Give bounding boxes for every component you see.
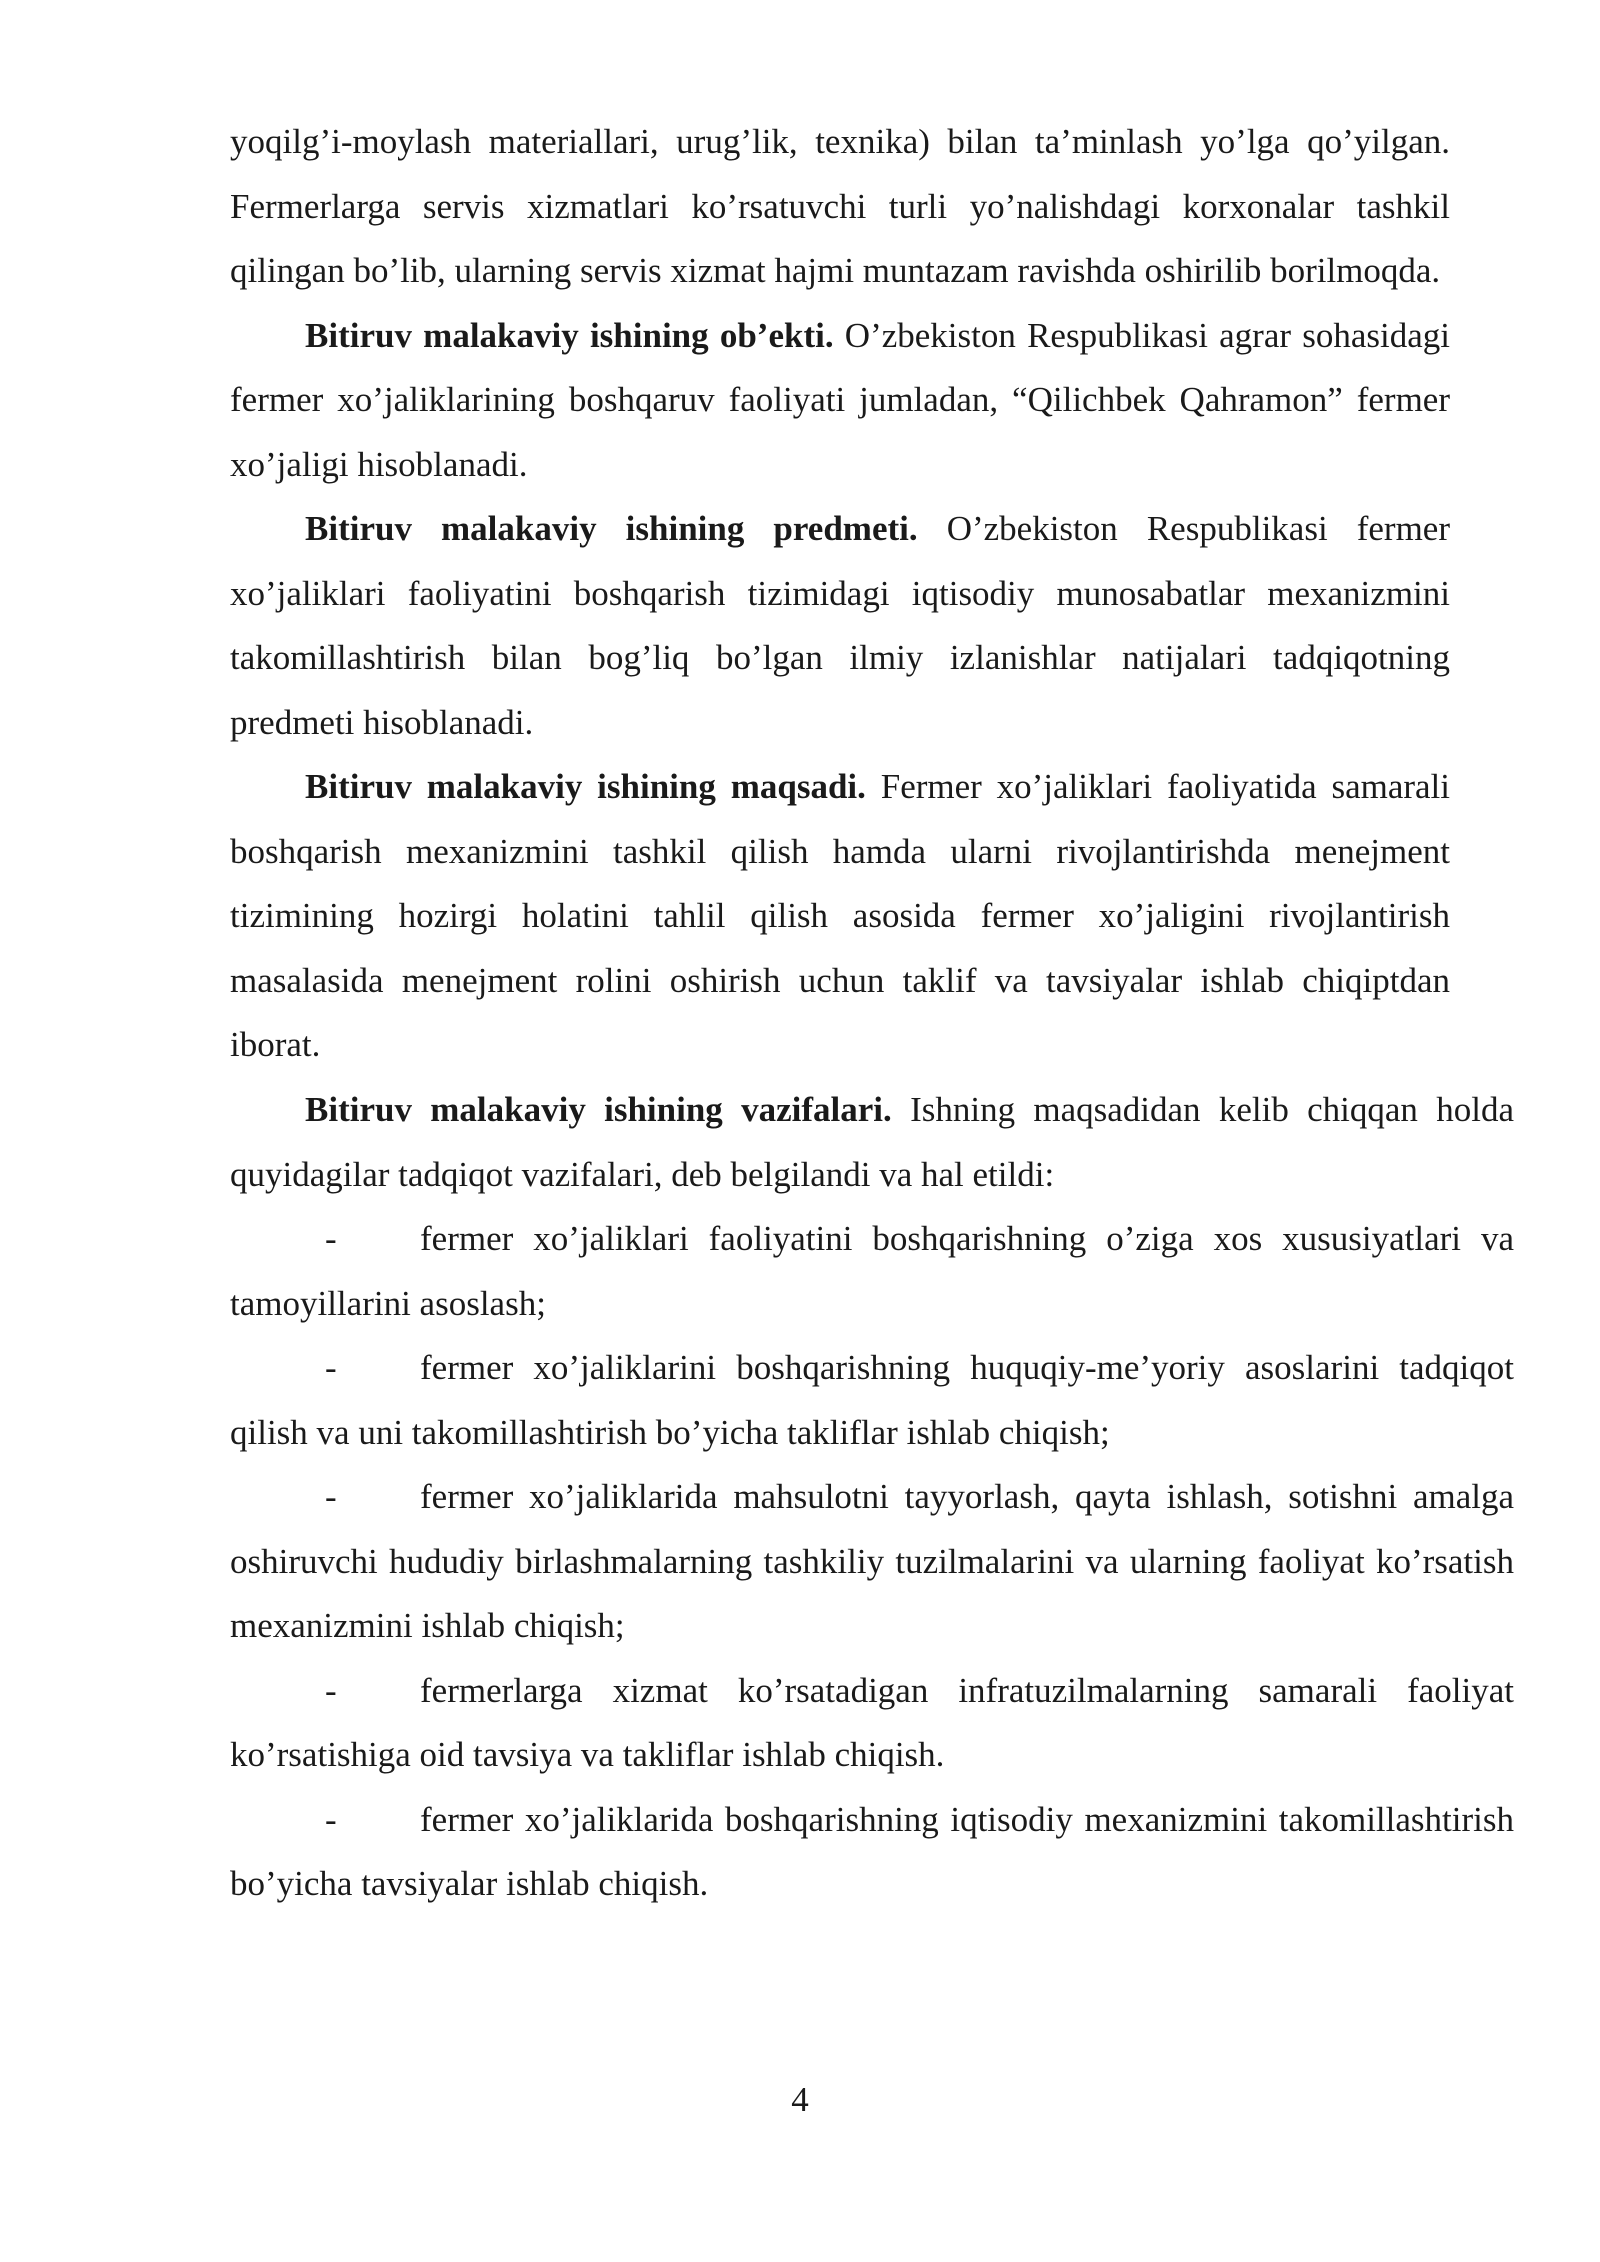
object-text: O’zbekiston Respublikasi agrar sohasidagi fermer xo’jaliklarining boshqaruv faoliyati jumladan, “Qilichbek Qahramon” fermer xo’jaligi hisoblanadi. <box>230 315 1450 484</box>
subject-text: O’zbekiston Respublikasi fermer xo’jaliklari faoliyatini boshqarish tizimidagi iqtisodiy munosabatlar mexanizmini takomillashtirish bilan bog’liq bo’lgan ilmiy izlanishlar natijalari tadqiqotning predmeti hisoblanadi. <box>230 509 1450 742</box>
tasks-text: Ishning maqsadidan kelib chiqqan holda quyidagilar tadqiqot vazifalari, deb belgilandi va hal etildi: <box>230 1090 1514 1194</box>
task-list-item <box>230 1788 1514 1917</box>
goal-text: Fermer xo’jaliklari faoliyatida samarali boshqarish mexanizmini tashkil qilish hamda ularni rivojlantirishda menejment tizimining hozirgi holatini tahlil qilish asosida fermer xo’jaligini rivojlantirish masalasida menejment rolini oshirish uchun taklif va tavsiyalar ishlab chiqiptdan iborat. <box>230 767 1450 1064</box>
task-item-text: fermer xo’jaliklarida mahsulotni tayyorlash, qayta ishlash, sotishni amalga oshiruvchi hududiy birlashmalarning tashkiliy tuzilmalarini va ularning faoliyat ko’rsatish mexanizmini ishlab chiqish; <box>230 1477 1514 1645</box>
task-list-item <box>230 1336 1514 1465</box>
goal-paragraph <box>230 755 1450 1078</box>
task-item-text: fermer xo’jaliklarini boshqarishning huquqiy-me’yoriy asoslarini tadqiqot qilish va uni takomillashtirish bo’yicha takliflar ishlab chiqish; <box>230 1348 1514 1452</box>
tasks-paragraph <box>230 1078 1514 1207</box>
list-bullet: - <box>325 1670 337 1710</box>
subject-heading: Bitiruv malakaviy ishining predmeti. <box>305 509 918 548</box>
body-text-wide <box>230 1078 1514 1917</box>
list-bullet: - <box>325 1477 337 1516</box>
task-item-text: fermerlarga xizmat ko’rsatadigan infratuzilmalarning samarali faoliyat ko’rsatishiga oid tavsiya va takliflar ishlab chiqish. <box>230 1670 1514 1774</box>
tasks-heading: Bitiruv malakaviy ishining vazifalari. <box>305 1090 892 1129</box>
object-heading: Bitiruv malakaviy ishining ob’ekti. <box>305 315 834 355</box>
intro-paragraph: yoqilg’i-moylash materiallari, urug’lik, texnika) bilan ta’minlash yo’lga qo’yilgan. Fermerlarga servis xizmatlari ko’rsatuvchi turli yo’nalishdagi korxonalar tashkil qilingan bo’lib, ularning servis xizmat hajmi muntazam ravishda oshirilib borilmoqda. <box>230 122 1450 290</box>
task-list-item <box>230 1207 1514 1336</box>
list-bullet: - <box>325 1219 337 1258</box>
task-item-text: fermer xo’jaliklarida boshqarishning iqtisodiy mexanizmini takomillashtirish bo’yicha tavsiyalar ishlab chiqish. <box>230 1799 1514 1903</box>
list-bullet: - <box>325 1348 337 1387</box>
object-paragraph <box>230 304 1450 498</box>
task-list-item <box>230 1465 1514 1659</box>
body-text-narrow <box>230 110 1450 1078</box>
task-item-text: fermer xo’jaliklari faoliyatini boshqarishning o’ziga xos xususiyatlari va tamoyillarini asoslash; <box>230 1219 1514 1323</box>
page-number: 4 <box>791 2080 809 2119</box>
task-list-item <box>230 1659 1514 1788</box>
goal-heading: Bitiruv malakaviy ishining maqsadi. <box>305 767 866 806</box>
list-bullet: - <box>325 1799 337 1839</box>
subject-paragraph <box>230 497 1450 755</box>
